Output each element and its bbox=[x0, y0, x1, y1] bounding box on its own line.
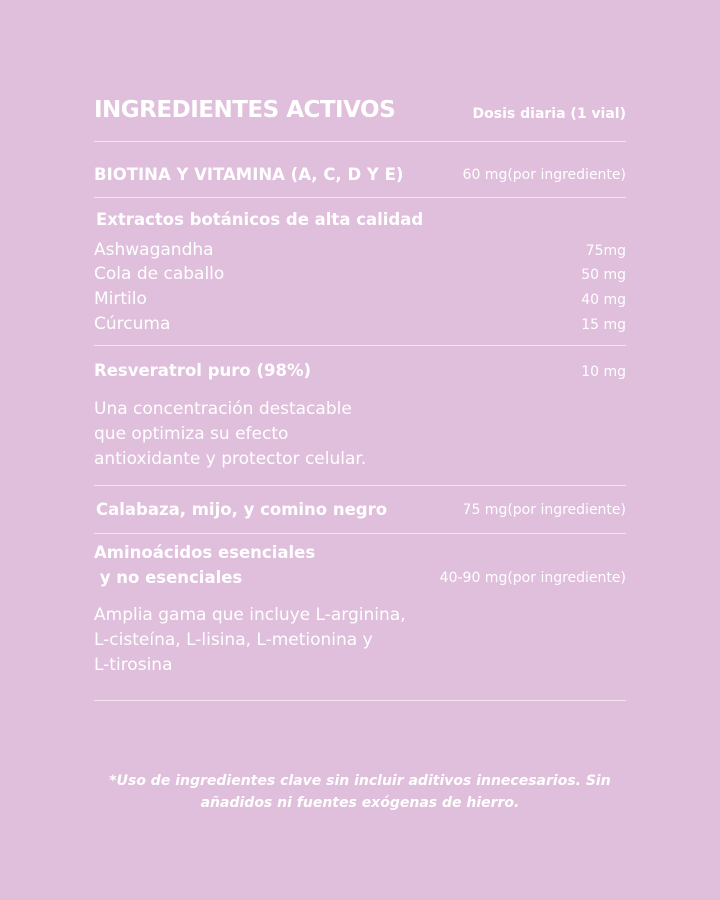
daily-dose-label: Dosis diaria (1 vial) bbox=[472, 106, 626, 122]
seeds-value: 75 mg(por ingrediente) bbox=[462, 502, 626, 518]
botanical-item-name: Cúrcuma bbox=[94, 314, 171, 334]
divider bbox=[94, 141, 626, 142]
footer-line: añadidos ni fuentes exógenas de hierro. bbox=[200, 795, 520, 811]
biotin-name: BIOTINA Y VITAMINA (A, C, D Y E) bbox=[94, 165, 404, 184]
amino-value: 40-90 mg(por ingrediente) bbox=[439, 570, 626, 586]
amino-description bbox=[94, 603, 406, 678]
botanical-item-value: 75mg bbox=[585, 243, 626, 259]
amino-name-line: Aminoácidos esenciales bbox=[94, 543, 316, 562]
botanical-item-name: Cola de caballo bbox=[94, 264, 225, 284]
resveratrol-description bbox=[94, 397, 366, 472]
resveratrol-value: 10 mg bbox=[581, 364, 626, 380]
page-title: INGREDIENTES ACTIVOS bbox=[94, 97, 396, 123]
description-line: antioxidante y protector celular. bbox=[94, 449, 367, 469]
description-line: L-cisteína, L-lisina, L-metionina y bbox=[94, 630, 373, 650]
botanical-item-value: 15 mg bbox=[581, 317, 626, 333]
botanicals-heading: Extractos botánicos de alta calidad bbox=[96, 210, 424, 229]
divider bbox=[94, 700, 626, 701]
botanical-item-value: 50 mg bbox=[581, 267, 626, 283]
botanical-item-name: Ashwagandha bbox=[94, 240, 214, 260]
divider bbox=[94, 533, 626, 534]
footer-note bbox=[0, 770, 720, 814]
description-line: Amplia gama que incluye L-arginina, bbox=[94, 605, 406, 625]
resveratrol-name: Resveratrol puro (98%) bbox=[94, 361, 312, 380]
biotin-value: 60 mg(por ingrediente) bbox=[462, 167, 626, 183]
divider bbox=[94, 197, 626, 198]
description-line: que optimiza su efecto bbox=[94, 424, 289, 444]
botanical-item-name: Mirtilo bbox=[94, 289, 147, 309]
divider bbox=[94, 345, 626, 346]
description-line: L-tirosina bbox=[94, 655, 173, 675]
seeds-name: Calabaza, mijo, y comino negro bbox=[96, 500, 388, 519]
amino-name-line: y no esenciales bbox=[94, 568, 243, 587]
botanical-item-value: 40 mg bbox=[581, 292, 626, 308]
description-line: Una concentración destacable bbox=[94, 399, 352, 419]
divider bbox=[94, 485, 626, 486]
footer-line: *Uso de ingredientes clave sin incluir aditivos innecesarios. Sin bbox=[109, 773, 611, 789]
